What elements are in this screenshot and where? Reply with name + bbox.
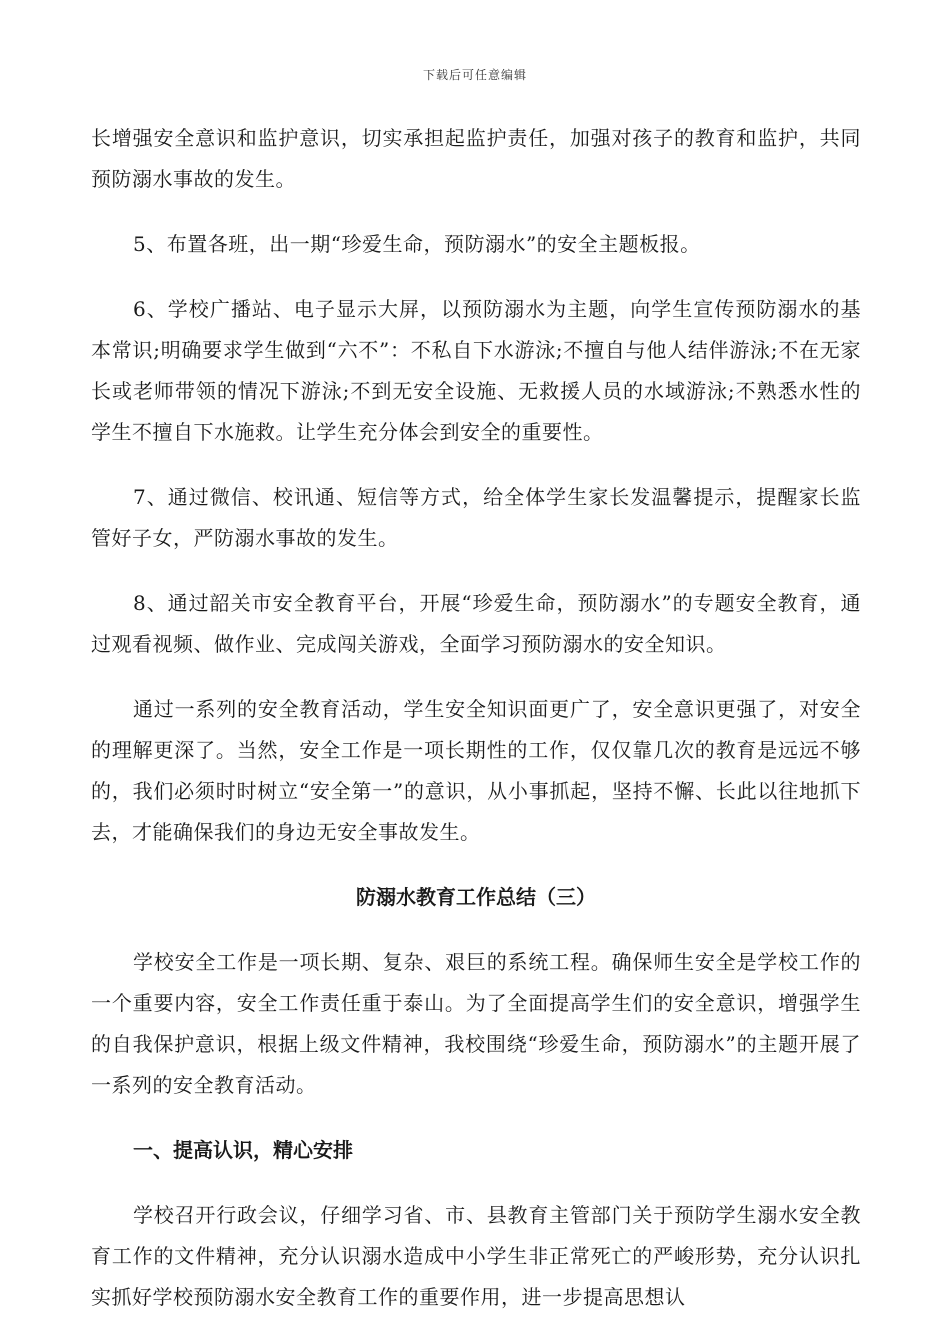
subheading-1: 一、提高认识，精心安排	[133, 1138, 353, 1162]
paragraph-item-8: 8、通过韶关市安全教育平台，开展“珍爱生命，预防溺水”的专题安全教育，通过观看视频、做作业、完成闯关游戏，全面学习预防溺水的安全知识。	[91, 591, 861, 656]
section-title: 防溺水教育工作总结（三）	[356, 885, 596, 909]
page-header-note: 下载后可任意编辑	[422, 68, 527, 82]
paragraph-item-5: 5、布置各班，出一期“珍爱生命，预防溺水”的安全主题板报。	[133, 232, 701, 256]
paragraph-item-6: 6、学校广播站、电子显示大屏，以预防溺水为主题，向学生宣传预防溺水的基本常识;明确要求学生做到“六不”：不私自下水游泳;不擅自与他人结伴游泳;不在无家长或老师带领的情况下游泳;不到无安全设施、无救援人员的水域游泳;不熟悉水性的学生不擅自下水施救。让学生充分体会到安全的重要性。	[91, 297, 861, 444]
paragraph-conclusion: 通过一系列的安全教育活动，学生安全知识面更广了，安全意识更强了，对安全的理解更深了。当然，安全工作是一项长期性的工作，仅仅靠几次的教育是远远不够的，我们必须时时树立“安全第一”的意识，从小事抓起，坚持不懈、长此以往地抓下去，才能确保我们的身边无安全事故发生。	[91, 697, 861, 844]
paragraph-continuation: 长增强安全意识和监护意识，切实承担起监护责任，加强对孩子的教育和监护，共同预防溺水事故的发生。	[91, 126, 861, 191]
section-intro: 学校安全工作是一项长期、复杂、艰巨的系统工程。确保师生安全是学校工作的一个重要内容，安全工作责任重于泰山。为了全面提高学生们的安全意识，增强学生的自我保护意识，根据上级文件精神，我校围绕“珍爱生命，预防溺水”的主题开展了一系列的安全教育活动。	[91, 950, 861, 1097]
paragraph-item-7: 7、通过微信、校讯通、短信等方式，给全体学生家长发温馨提示，提醒家长监管好子女，严防溺水事故的发生。	[91, 485, 861, 550]
document-body	[91, 118, 861, 1342]
subheading-1-body: 学校召开行政会议，仔细学习省、市、县教育主管部门关于预防学生溺水安全教育工作的文件精神，充分认识溺水造成中小学生非正常死亡的严峻形势，充分认识扎实抓好学校预防溺水安全教育工作的重要作用，进一步提高思想认	[91, 1203, 861, 1309]
